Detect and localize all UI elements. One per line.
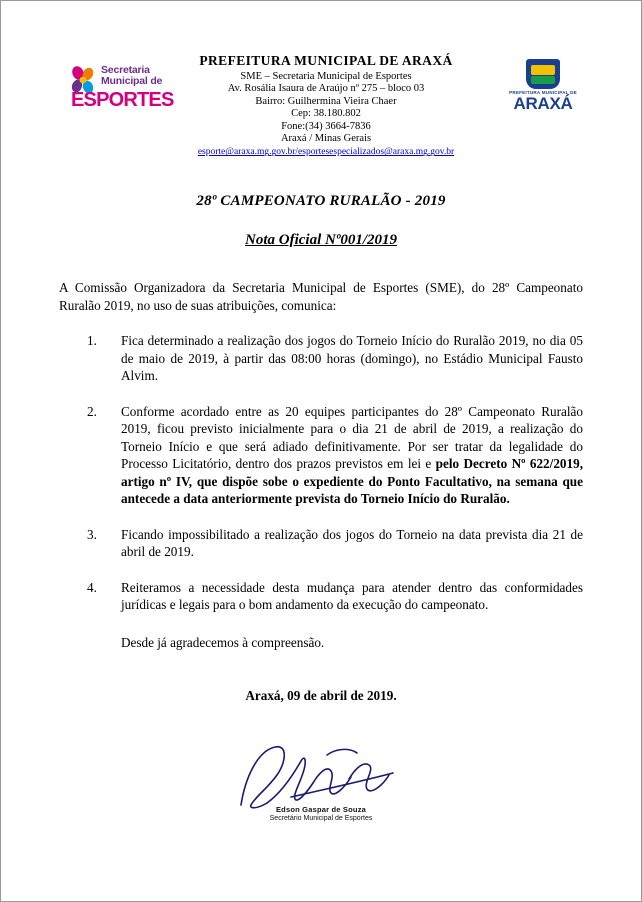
list-item-text: Reiteramos a necessidade desta mudança para atender dentro das conformidades jurídicas e legais para o bom andamento da execução do campeonato. [121,579,583,612]
list-item-text: Fica determinado a realização dos jogos do Torneio Início do Ruralão 2019, no dia 05 de maio de 2019, à partir das 08:00 horas (domingo), no Estádio Municipal Fausto Alvim. [121,333,583,383]
sme-logo-text-main: ESPORTES [71,89,174,111]
list-item [59,579,583,614]
city-hall-logo-sub: PREFEITURA MUNICIPAL DE [509,90,577,95]
list-item-text-bold: pelo Decreto Nº 622/2019, artigo nº IV, que dispõe sobe o expediente do Ponto Facultativo, na semana que antecede a data anteriormente prevista do Torneio Início do Ruralão. [121,456,583,506]
list-item [59,403,583,508]
list-item-number: 4. [87,579,97,595]
coat-of-arms-icon [526,59,560,89]
list-item [59,332,583,385]
place-and-date: Araxá, 09 de abril de 2019. [245,688,397,703]
page-subtitle: Nota Oficial Nº001/2019 [245,232,397,248]
intro-paragraph: A Comissão Organizadora da Secretaria Municipal de Esportes (SME), do 28º Campeonato Ruralão 2019, no uso de suas atribuições, comunica: [59,280,583,313]
list-item-number: 1. [87,333,97,348]
document-content [59,279,583,705]
list-item-text: Conforme acordado entre as 20 equipes participantes do 28º Campeonato Ruralão 2019, ficou previsto inicialmente para o dia 21 de abril de 2019, a realização do Torneio Início e que será adiado definitivamente. Por ser tratar da legalidade do Processo Licitatório, dentro dos prazos previstos em lei e [121,403,583,471]
header-line-5: Araxá / Minas Gerais [280,133,372,145]
header-address-block [156,53,496,157]
header-email-link[interactable]: esporte@araxa.mg.gov.br/esportesespecializados@araxa.mg.gov.br [197,147,455,158]
sme-logo-text-top: Secretaria Municipal de [101,64,163,87]
header-line-1: Av. Rosália Isaura de Araújo nº 275 – bloco 03 [227,83,425,95]
list-item-text: Ficando impossibilitado a realização dos jogos do Torneio na data prevista dia 21 de abril de 2019. [121,526,583,559]
header-line-3: Cep: 38.180.802 [291,108,361,120]
list-item [59,526,583,561]
signature-name: Edson Gaspar de Souza [275,804,367,814]
signature-block [1,739,641,849]
header-line-4: Fone:(34) 3664-7836 [281,120,371,132]
page-title: 28º CAMPEONATO RURALÃO - 2019 [196,193,446,209]
list-item-number: 2. [87,403,97,419]
header-title: PREFEITURA MUNICIPAL DE ARAXÁ [199,53,453,68]
signature-role: Secretário Municipal de Esportes [269,814,373,822]
city-hall-logo-city: ARAXÁ [513,94,573,113]
header-line-2: Bairro: Guilhermina Vieira Chaer [255,95,397,107]
document-header [1,53,641,163]
document-body [1,1,641,901]
numbered-list [59,332,583,614]
list-item-number: 3. [87,526,97,542]
closing-paragraph: Desde já agradecemos à compreensão. [121,634,325,650]
header-line-0: SME – Secretaria Municipal de Esportes [240,71,412,82]
city-hall-logo [507,59,579,119]
